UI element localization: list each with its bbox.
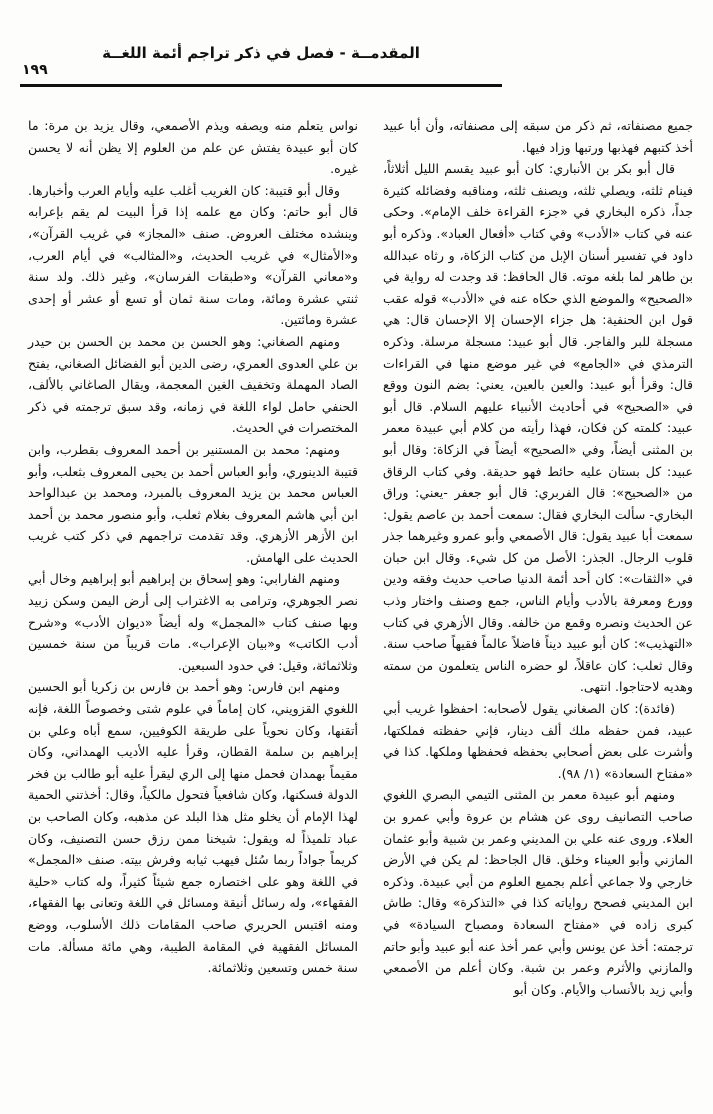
- paragraph: ومنهم أبو عبيدة معمر بن المثنى التيمي البصري اللغوي صاحب التصانيف روى عن هشام بن عروة وأبي عمرو بن العلاء. وروى عنه علي بن المديني وعمر بن شبية وأبو عثمان المازني وأبو العيناء وخلق. قال الجاحظ: لم يكن في الأرض خارجي ولا جماعي أعلم بجميع العلوم من أبي عبيدة. وذكره ابن المديني فصحح رواياته كذا في «التذكرة» وقال: طاش كبرى زاده في «مفتاح السعادة ومصباح السيادة» في ترجمته: أخذ عن يونس وأبي عمر أخذ عنه أبو عبيد وأبو حاتم والمازني والأثرم وعمر بن شبة. وكان أعلم من الأصمعي وأبي زيد بالأنساب والأيام. وكان أبو: [383, 787, 693, 997]
- left-column: [28, 115, 358, 979]
- paragraph-note: (فائدة): كان الصغاني يقول لأصحابه: احفظوا غريب أبي عبيد، فمن حفظه ملك ألف دينار، فإني حفظته فملكتها، وأشرت على بعض أصحابي بحفظه فحفظها وملكها. كذا في «مفتاح السعادة» (١/ ٩٨).: [383, 701, 693, 781]
- header-divider: [20, 84, 502, 87]
- page-number: ١٩٩: [22, 62, 48, 78]
- paragraph: نواس يتعلم منه ويصفه ويذم الأصمعي، وقال يزيد بن مرة: ما كان أبو عبيدة يفتش عن علم من العلوم إلا يظن أنه لا يحسن غيره.: [28, 118, 358, 177]
- paragraph: ومنهم الصغاني: وهو الحسن بن محمد بن الحسن بن حيدر بن علي العدوى العمري، رضى الدين أبو الفضائل الصغاني، بفتح الصاد المهملة وتخفيف الغين المعجمة، ويقال الصاغاني بالألف، الحنفي حامل لواء اللغة في زمانه، وقد سبق ترجمته في ذكر المختصرات في الحديث.: [28, 333, 358, 436]
- paragraph: قال أبو بكر بن الأنباري: كان أبو عبيد يقسم الليل أثلاثاً، فينام ثلثه، ويصلي ثلثه، ويصنف ثلثه، ومناقبه وفضائله كثيرة جداً، ذكره البخاري في «جزء القراءة خلف الإمام». وحكى عنه في كتاب «الأدب» وفي كتاب «أفعال العباد». وذكره أبو داود في تفسير أسنان الإبل من كتاب الزكاة، و رثاه عبدالله بن طاهر لما بلغه موته. قال الحافظ: قد وجدت له رواية في «الصحيح» والموضع الذي حكاه عنه في «الأدب» قوله عقب قول ابن الحنفية: هل جزاء الإحسان إلا الإحسان قال: هي مسجلة للبر والفاجر. قال أبو عبيد: مسجلة مرسلة. وذكره الترمذي في «الجامع» في غير موضع منها في القراءات قال: وقرأ أبو عبيد: والعين بالعين، يعني: بضم النون ووقع في «الصحيح» في أحاديث الأنبياء عليهم السلام. قال أبو عبيد: كلمته كن فكان، فهذا رأيته من كلام أبي عبيدة معمر بن المثنى أيضاً، وفي «الصحيح» أيضاً في الزكاة: وقال أبو عبيد: كل بستان عليه حائط فهو حديقة. وفي كتاب الرقاق من «الصحيح»: قال الفربري: قال أبو جعفر -يعني: وراق البخاري- سألت البخاري فقال: سمعت أحمد بن عاصم يقول: سمعت أبا عبيد يقول: قال الأصمعي وأبو عمرو وغيرهما جذر قلوب الرجال. الجذر: الأصل من كل شيء. وقال ابن حبان في «الثقات»: كان أحد أئمة الدنيا صاحب حديث وفقه ودين وورع ومعرفة بالأدب وأيام الناس، جمع وصنف واختار وذب عن الحديث ونصره وقمع من خالفه. وقال الأزهري في كتاب «التهذيب»: كان أبو عبيد ديناً فاضلاً عالماً فقيهاً صاحب سنة. وقال ثعلب: كان عاقلاً، لو حضره الناس يتعلمون من سمته وهديه لاحتاجوا. انتهى.: [383, 161, 693, 695]
- paragraph: جميع مصنفاته، ثم ذكر من سبقه إلى مصنفاته، وأن أبا عبيد أخذ كتبهم فهذبها ورتبها وزاد فيها.: [383, 118, 693, 155]
- paragraph: ومنهم: محمد بن المستنير بن أحمد المعروف بقطرب، وابن قتيبة الدينوري، وأبو العباس أحمد بن يحيى المعروف بثعلب، وأبو العباس محمد بن يزيد المعروف بالمبرد، ومحمد بن عبدالواحد ابن أبي هاشم المعروف بغلام ثعلب، وأبو منصور محمد بن أحمد ابن الأزهر الأزهري. وقد تقدمت تراجمهم في ذكر كتب غريب الحديث على الهامش.: [28, 441, 358, 565]
- running-header: [20, 44, 502, 72]
- paragraph: ومنهم ابن فارس: وهو أحمد بن فارس بن زكريا أبو الحسين اللغوي القزويني، كان إماماً في علوم شتى وخصوصاً اللغة، فإنه أتقنها، وكان نحوياً على طريقة الكوفيين، سمع أباه وعلي بن إبراهيم بن سلمة القطان، وقرأ عليه الأديب الهمداني، وكان مقيماً بهمدان فحمل منها إلى الري ليقرأ عليه أبو طالب بن فخر الدولة فسكنها، وكان شافعياً فتحول مالكياً، وقال: أخذتني الحمية لهذا الإمام أن يخلو مثل هذا البلد عن مذهبه، وكان الصاحب بن عباد تلميذاً له ويقول: شيخنا ممن رزق حسن التصنيف، وكان كريماً جواداً ربما سُئل فيهب ثيابه وفرش بيته. صنف «المجمل» في اللغة وهو على اختصاره جمع شيئاً كثيراً، وله كتاب «حلية الفقهاء»، وله رسائل أنيقة ومسائل في اللغة وتعانى بها الفقهاء، ومنه اقتبس الحريري صاحب المقامات ذلك الأسلوب، ووضع المسائل الفقهية في المقامة الطيبة، وهي مائة مسألة. مات سنة خمس وتسعين وثلاثمائة.: [28, 679, 358, 976]
- paragraph: ومنهم الفارابي: وهو إسحاق بن إبراهيم أبو إبراهيم وخال أبي نصر الجوهري، وترامى به الاغتراب إلى أرض اليمن وسكن زبيد وبها صنف كتاب «المجمل» وله أيضاً «ديوان الأدب» و«شرح أدب الكاتب» و«بيان الإعراب». مات قريباً من سنة خمسين وثلاثمائة، وقيل: في حدود السبعين.: [28, 571, 358, 673]
- header-title: المقدمــة - فصل في ذكر تراجم أئمة اللغــة: [102, 44, 420, 62]
- paragraph: وقال أبو قتيبة: كان الغريب أغلب عليه وأيام العرب وأخبارها. قال أبو حاتم: وكان مع علمه إذا قرأ البيت لم يقم بإعرابه وينشده مختلف العروض. صنف «المجاز» في غريب القرآن»، و«الأمثال» في غريب الحديث، و«المثالب» في أيام العرب، و«معاني القرآن» و«طبقات الفرسان»، وغير ذلك. ولد سنة ثنتي عشرة ومائة، ومات سنة ثمان أو تسع أو عشر أو إحدى عشرة ومائتين.: [28, 182, 358, 328]
- right-column: [383, 115, 693, 1000]
